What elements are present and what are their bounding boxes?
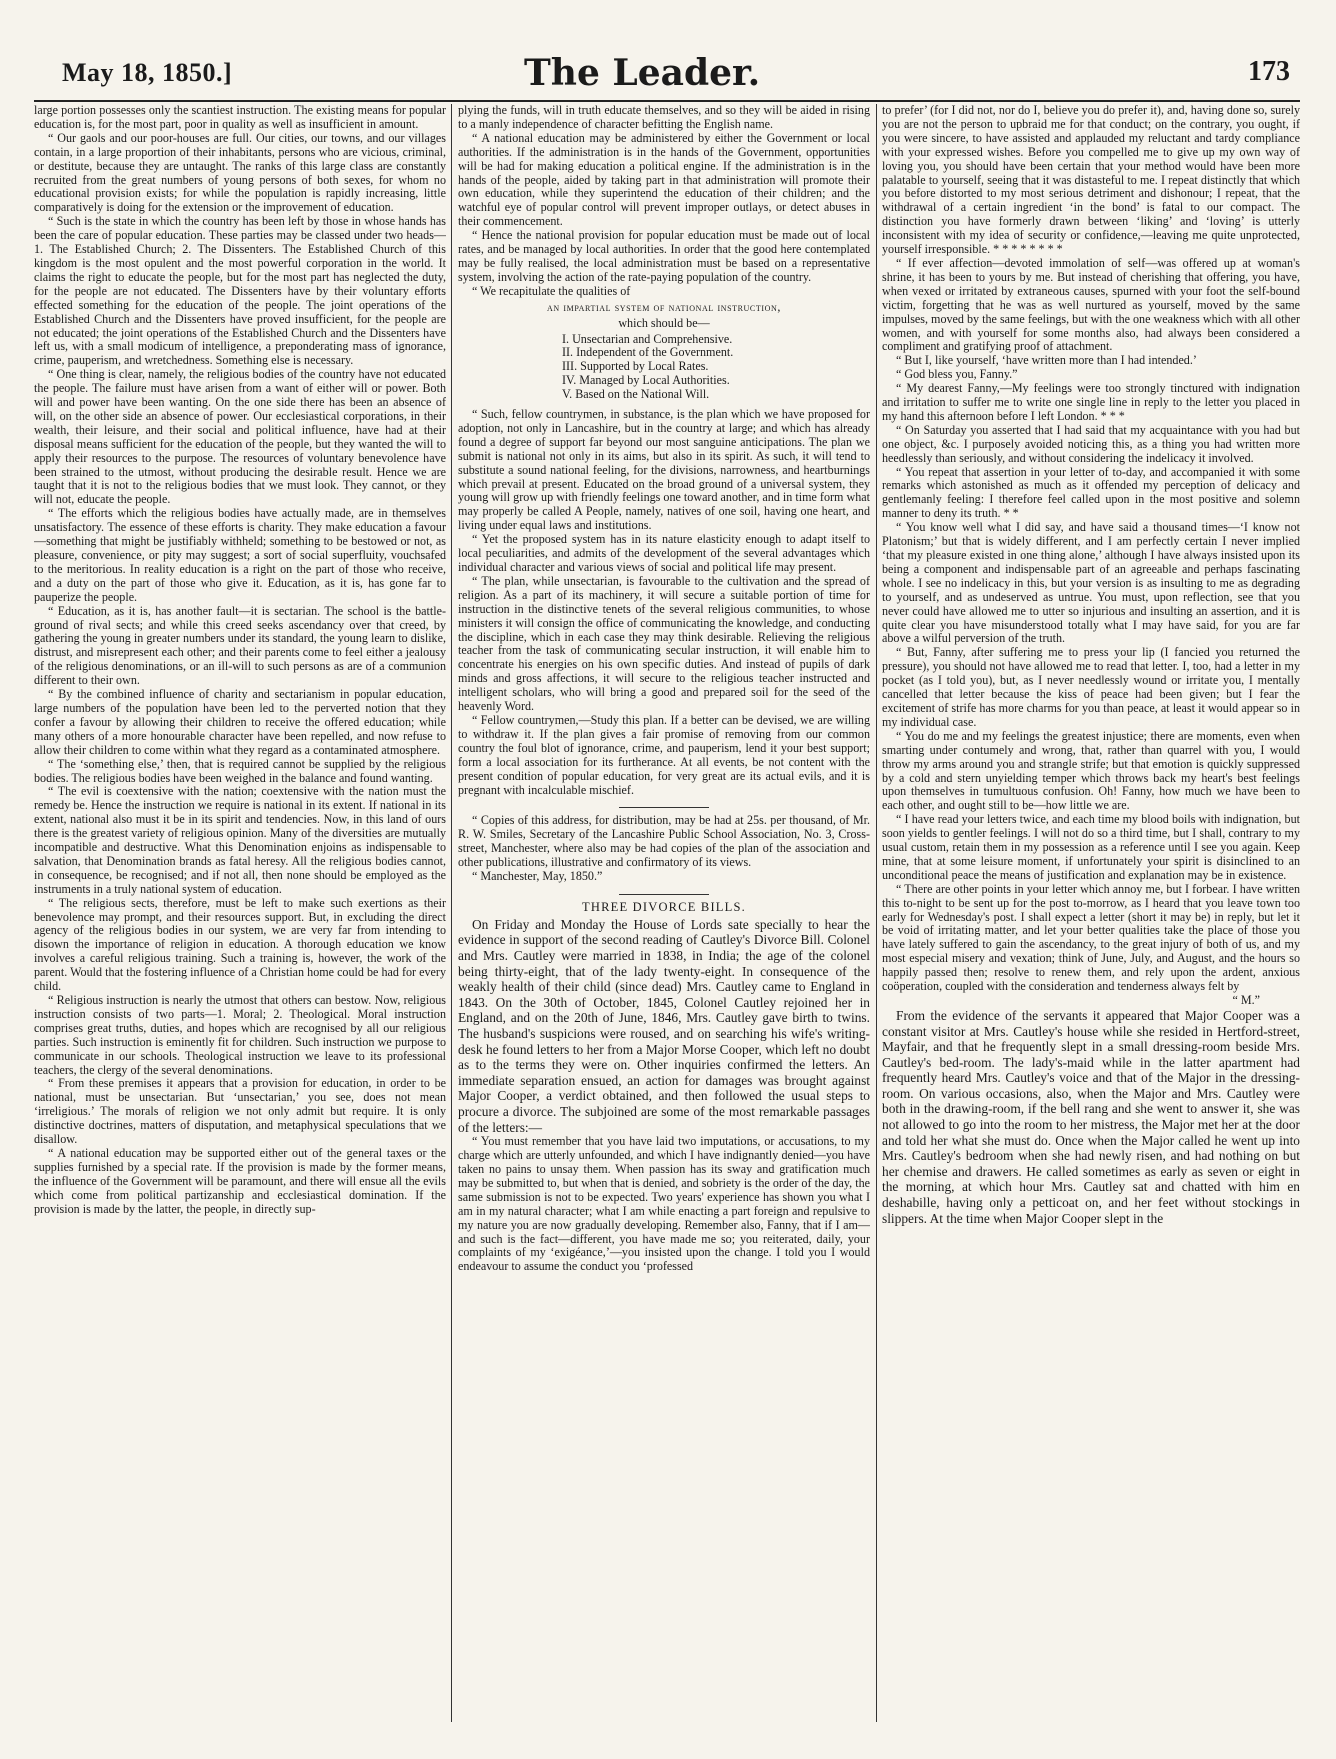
- paragraph: “ Hence the national provision for popular education must be made out of local rates, and be managed by local authorities. In order that the good here contemplated may be fully realised, the local administration must be based on a representative system, involving the action of the rate-paying population of the country.: [458, 228, 870, 284]
- list-item: II. Independent of the Government.: [562, 345, 734, 360]
- paragraph: “ But I, like yourself, ‘have written more than I had intended.’: [896, 353, 1197, 368]
- paragraph: “ From these premises it appears that a provision for education, in order to be national, must be unsectarian. But ‘unsectarian,’ you see, does not mean ‘irreligious.’ The morals of religion we not only admit but require. It is only distinctive doctrines, matters of disputation, and metaphysical speculations that we disallow.: [34, 1076, 446, 1147]
- system-subheading: which should be—: [618, 315, 710, 330]
- paragraph: “ We recapitulate the qualities of: [472, 283, 631, 298]
- masthead-rule: [34, 100, 1300, 102]
- paragraph: “ But, Fanny, after suffering me to press your lip (I fancied you returned the pressure), you should not have allowed me to read that letter. I, too, had a letter in my pocket (as I told you), but, as I never needlessly wound or irritate you, I mentally cancelled that letter because the kiss of peace had been given; but I fear the excitement of strife has more charms for you than peace, at least it would appear so in my individual case.: [882, 645, 1300, 729]
- paragraph: “ Religious instruction is nearly the utmost that others can bestow. Now, religious instruction consists of two parts—1. Moral; 2. Theological. Moral instruction comprises great truths, duties, and hopes which are recognised by all our religious parties. Such instruction is eminently fit for children. Such instruction we purpose to communicate in our schools. Theological instruction we leave to its professional teachers, the clergy of the several denominations.: [34, 993, 446, 1077]
- paragraph: “ The plan, while unsectarian, is favourable to the cultivation and the spread of religion. As a part of its machinery, it will secure a suitable portion of time for instruction in the distinctive tenets of the several religious communities, to whose ministers it will consign the office of communicating the knowledge, and conducting the discipline, which in each case they may think desirable. Relieving the religious teacher from the task of communicating secular instruction, it will enable him to concentrate his energies on his own specific duties. And instead of pupils of dark minds and gross affections, it will secure to the religious teacher instructed and intelligent scholars, who will bring a good and prepared soil for the seed of the heavenly Word.: [458, 573, 870, 714]
- paragraph: “ By the combined influence of charity and sectarianism in popular education, large numbers of the population have been led to the perverted notion that they confer a favour by allowing their children to receive the offered education; while many others of a more honourable character have been repelled, and now refuse to allow their children to come within what they regard as a contaminated atmosphere.: [34, 687, 446, 757]
- paragraph: “ I have read your letters twice, and each time my blood boils with indignation, but soon yields to gentler feelings. I will not do so a third time, but I shall, contrary to my usual custom, retain them in my possession as a reference until I see you again. Keep mine, that at some leisure moment, if unfortunately your spirit is disinclined to an unconditional peace the means of justification and explanation may be in existence.: [882, 812, 1300, 882]
- paragraph: “ You must remember that you have laid two imputations, or accusations, to my charge which are utterly unfounded, and which I have indignantly denied—you have taken no pains to unsay them. When passion has its sway and gratification much may be submitted to, but when that is denied, and sobriety is the order of the day, the same submission is not to be expected. Two years' experience has shown you what I am in my natural character; what I am while enacting a part foreign and repulsive to my nature you are now gradually developing. Remember also, Fanny, that if I am—and such is the fact—different, you have made me so; you reiterated, daily, your complaints of my ‘exigéance,’—you insisted upon the change. I told you I would endeavour to assume the conduct you ‘professed: [458, 1134, 870, 1274]
- issue-date: May 18, 1850.]: [62, 58, 233, 87]
- paragraph: “ You do me and my feelings the greatest injustice; there are moments, even when smarting under contumely and wrong, that, rather than quarrel with you, I would throw my arms around you and strangle strife; but that emotion is quickly suppressed by a cold and stern unyielding temper which throws back my heart's best feelings upon themselves in tumultuous confusion. Oh! Fanny, how much we have been to each other, and ought still to be—how little we are.: [882, 728, 1300, 813]
- paragraph: From the evidence of the servants it appeared that Major Cooper was a constant visitor at Mrs. Cautley's house while she resided in Hertford-street, Mayfair, and that he frequently slept in a small dressing-room beside Mrs. Cautley's bed-room. The lady's-maid while in the latter apartment had frequently heard Mrs. Cautley's voice and that of the Major in the dressing-room. On various occasions, also, when the Major and Mrs. Cautley were both in the drawing-room, if the bell rang and she went to answer it, she was not allowed to go into the room to her mistress, the Major met her at the door and told her what she must do. Once when the Major called he went up into Mrs. Cautley's bedroom when she had newly risen, and had nothing on but her chemise and drawers. He called sometimes as early as seven or eight in the morning, at which hour Mrs. Cautley sat and chatted with him en deshabille, having only a petticoat on, and her feet without stockings in slippers. At the time when Major Cooper slept in the: [882, 1007, 1300, 1226]
- paragraph: “ You repeat that assertion in your letter of to-day, and accompanied it with some remarks which astonished as much as it offended my perception of delicacy and gentlemanly feeling: I therefore feel called upon in the most positive and solemn manner to deny its truth. * *: [882, 464, 1300, 521]
- paragraph: “ Yet the proposed system has in its nature elasticity enough to adapt itself to local peculiarities, and admits of the development of the several advantages which individual character and various views of social and political life may present.: [458, 532, 870, 574]
- list-item: III. Supported by Local Rates.: [562, 359, 709, 374]
- paragraph: “ On Saturday you asserted that I had said that my acquaintance with you had but one object, &c. I purposely avoided noticing this, as a thing you had written more heedlessly than seriously, and without considering the indelicacy it involved.: [882, 422, 1300, 465]
- paragraph: “ A national education may be administered by either the Government or local authorities. If the administration is in the hands of the Government, opportunities will be had for making education a political engine. If the administration is in the hands of the people, aided by taking part in that administration will promote their own education, while they superintend the education of their children; and the watchful eye of popular control will prevent improper outlays, or detect abuses in their commencement.: [458, 130, 870, 229]
- system-heading: an impartial system of national instruction,: [547, 299, 781, 314]
- copies-note: “ Copies of this address, for distribution, may be had at 25s. per thousand, of Mr. R. W. Smiles, Secretary of the Lancashire Public School Association, No. 3, Cross-street, Manchester, where also may be had copies of the plan of the association and other publications, illustrative and confirmatory of its views.: [458, 813, 870, 870]
- column-2: [458, 104, 870, 1722]
- paragraph: to prefer’ (for I did not, nor do I, believe you do prefer it), and, having done so, surely you are not the person to upbraid me for that conduct; on the contrary, you ought, if you were sincere, to have assisted and applauded my reluctant and tardy compliance with your expressed wishes. Before you compelled me to give up my own way of loving you, you should have been certain that your method would have been more palatable to yourself, seeing that it was distasteful to me. I repeat distinctly that which you before distorted to my most serious detriment and dishonour; I repeat, that the withdrawal of a certain ingredient ‘in the bond’ is fatal to our compact. The distinction you have formerly drawn between ‘liking’ and ‘loving’ is utterly inconsistent with my idea of security or confidence,—leaving me quite unprotected, yourself irresponsible. * * * * * * * *: [882, 104, 1300, 257]
- paragraph: “ Such, fellow countrymen, in substance, is the plan which we have proposed for adoption, not only in Lancashire, but in the country at large; and which has already found a degree of support far beyond our most sanguine anticipations. The plan we submit is national not only in its aims, but also in its spirit. As such, it will tend to substitute a sound national feeling, for the divisions, narrowness, and heartburnings which prevail at present. Educated on the broad ground of a universal system, they young will grow up with friendly feelings one toward another, and in time form what may properly be called A People, namely, natives of one soil, having one heart, and living under equal laws and institutions.: [458, 407, 870, 533]
- paragraph: “ Education, as it is, has another fault—it is sectarian. The school is the battle-ground of rival sects; and while this creed seeks ascendancy over that creed, by gathering the young in greater numbers under its standard, the young learn to dislike, distrust, and misrepresent each other; and their parents come to feel either a jealousy of the religious denominations, or an ill-will to such persons as are of a communion different to their own.: [34, 603, 446, 688]
- paragraph: “ The ‘something else,’ then, that is required cannot be supplied by the religious bodies. The religious bodies have been weighed in the balance and found wanting.: [34, 756, 446, 785]
- paragraph: “ The efforts which the religious bodies have actually made, are in themselves unsatisfactory. The essence of these efforts is charity. They make education a favour—something that might be justifiably withheld; something to be bestowed or not, as pleasure, convenience, or pity may suggest; a sort of social superfluity, vouchsafed to the meritorious. In reality education is a right on the part of those who receive, and a duty on the part of those who give it. Education, as it is, has gone far to pauperize the people.: [34, 506, 446, 604]
- divorce-bills-heading: THREE DIVORCE BILLS.: [582, 899, 746, 914]
- list-item: I. Unsectarian and Comprehensive.: [562, 331, 733, 346]
- newspaper-title: The Leader.: [524, 52, 761, 94]
- page-number: 173: [1248, 56, 1290, 87]
- section-divider: [619, 807, 709, 808]
- paragraph: “ My dearest Fanny,—My feelings were too strongly tinctured with indignation and irritation to suffer me to write one single line in reply to the letter you placed in my hand this afternoon before I left London. * * *: [882, 381, 1300, 423]
- column-divider: [451, 104, 452, 1722]
- paragraph: “ The religious sects, therefore, must be left to make such exertions as their benevolence may prompt, and their resources support. But, in excluding the direct agency of the religious bodies in our system, we are very far from intending to disown the importance of religion in education. A thorough education we know involves a careful religious training. Such a training is, however, the work of the parent. Would that the fostering influence of a Christian home could be had for every child.: [34, 895, 446, 994]
- paragraph: “ A national education may be supported either out of the general taxes or the supplies furnished by a special rate. If the provision is made by the former means, the influence of the Government will be paramount, and there will ensue all the evils which come from political partizanship and ecclesiastical domination. If the provision is made by the latter, the people, in directly sup-: [34, 1145, 446, 1216]
- paragraph: “ There are other points in your letter which annoy me, but I forbear. I have written this to-night to be sent up for the post to-morrow, as I heard that you leave town too early for Wednesday's post. I shall expect a letter (short it may be) in reply, but let it be void of irritating matter, and let your better qualities take the place of those you have lately suffered to gain the ascendancy, to the great injury of both of us, and my most especial misery and vexation; think of June, July, and August, and the hours so happily passed then; resolve to renew them, and rely upon the ardent, anxious coöperation, coupled with the consideration and tenderness always felt by: [882, 881, 1300, 994]
- qualities-list: [458, 333, 870, 403]
- paragraph: large portion possesses only the scantiest instruction. The existing means for popular education is, for the most part, poor in quality as well as insufficient in amount.: [34, 104, 446, 131]
- paragraph: plying the funds, will in truth educate themselves, and so they will be aided in rising to a manly independence of character befitting the English name.: [458, 104, 870, 131]
- dateline: “ Manchester, May, 1850.”: [472, 869, 603, 884]
- column-divider: [876, 104, 877, 1722]
- paragraph: On Friday and Monday the House of Lords sate specially to hear the evidence in support of the second reading of Cautley's Divorce Bill. Colonel and Mrs. Cautley were married in 1838, in India; the age of the colonel being thirty-eight, that of the lady twenty-eight. In consequence of the weakly health of their child (since dead) Mrs. Cautley came to England in 1843. On the 30th of October, 1845, Colonel Cautley rejoined her in England, and on the 20th of June, 1846, Mrs. Cautley gave birth to twins. The husband's suspicions were roused, and on searching his wife's writing-desk he found letters to her from a Major Morse Cooper, which left no doubt as to the terms they were on. Other inquiries confirmed the letters. An immediate separation ensued, an action for damages was brought against Major Cooper, a verdict obtained, and then followed the usual steps to procure a divorce. The subjoined are some of the most remarkable passages of the letters:—: [458, 916, 870, 1135]
- letter-signature: “ M.”: [1232, 993, 1260, 1007]
- list-item: V. Based on the National Will.: [562, 387, 710, 402]
- paragraph: “ Fellow countrymen,—Study this plan. If a better can be devised, we are willing to withdraw it. If the plan gives a fair promise of removing from our common country the foul blot of ignorance, crime, and pauperism, lend it your best support; form a local association for its furtherance. At all events, be not content with the present condition of popular education, for very great are its actual evils, and it is pregnant with incalculable mischief.: [458, 712, 870, 797]
- section-divider: [619, 894, 709, 895]
- column-3: [882, 104, 1300, 1722]
- paragraph: “ You know well what I did say, and have said a thousand times—‘I know not Platonism;’ but that is widely different, and I am perfectly certain I never implied ‘that my pleasure existed in one thing alone,’ although I have always insisted upon its being a component and indispensable part of an agreeable and perhaps fascinating whole. I see no indelicacy in this, but your version is as insulting to me as degrading to yourself, and as undeserved as untrue. You must, upon reflection, see that you never could have allowed me to utter so injurious and insulting an assertion, and it is quite clear you have misunderstood totally what I may have said, for you are far above a wilful perversion of the truth.: [882, 520, 1300, 646]
- paragraph: “ Such is the state in which the country has been left by those in whose hands has been the care of popular education. These parties may be classed under two heads—1. The Established Church; 2. The Dissenters. The Established Church of this kingdom is the most opulent and the most powerful corporation in the world. It claims the right to educate the people, but for the most part has neglected the duty, for the people are not educated. The Dissenters have by their voluntary efforts effected something for the education of the people. The joint operations of the Established Church and the Dissenters have proved insufficient, for the people are not educated; the joint operations of the Established Church and the Dissenters have left us, with a small modicum of intelligence, a preponderating mass of ignorance, crime, pauperism, and wretchedness. Something else is necessary.: [34, 214, 446, 368]
- paragraph: “ The evil is coextensive with the nation; coextensive with the nation must the remedy be. Hence the instruction we require is national in its extent. If national in its extent, national also must it be in its spirit and tendencies. Now, in this land of ours there is the greatest variety of religious opinion. Many of the diversities are mutually incompatible and destructive. What this Denomination enjoins as indispensable to salvation, that Denomination brands as fatal heresy. All the religious bodies cannot, in consequence, be recognised; and if not all, then none should be employed as the instruments in a truly national system of education.: [34, 784, 446, 896]
- masthead: [34, 52, 1300, 102]
- paragraph: “ One thing is clear, namely, the religious bodies of the country have not educated the people. The failure must have arisen from a want of either will or power. Both will and power have been wanting. On the one side there has been an absence of will, on the other side an absence of power. Our ecclesiastical corporations, in their wealth, their leisure, and their social and political influence, have had at their disposal means sufficient for the education of the people, but they wanted the will to apply their resources to the purpose. The resources of voluntary benevolence have been strained to the utmost, without producing the desirable result. Hence we are taught that it is not to the religious bodies that we must look. They cannot, or they will not, educate the people.: [34, 367, 446, 507]
- paragraph: “ God bless you, Fanny.”: [896, 367, 1018, 382]
- paragraph: “ If ever affection—devoted immolation of self—was offered up at woman's shrine, it has been to yours by me. But instead of cherishing that offering, you have, when vexed or irritated by extraneous causes, spurned with your foot the self-bound victim, forgetting that he was as well nurtured as yourself, moved by the same impulses, moved by the same feelings, but with the one weakness which with all other women, and with yourself for some months also, had always been considered a compliment and gratifying proof of attachment.: [882, 255, 1300, 354]
- paragraph: “ Our gaols and our poor-houses are full. Our cities, our towns, and our villages contain, in a large proportion of their inhabitants, persons who are vicious, criminal, or destitute, because they are untaught. The ranks of this large class are constantly recruited from the great numbers of young persons of both sexes, for whom no educational provision exists; for while the population is rapidly increasing, little comparatively is doing for the extension or the improvement of education.: [34, 130, 446, 215]
- column-1: [34, 104, 446, 1722]
- list-item: IV. Managed by Local Authorities.: [562, 373, 730, 388]
